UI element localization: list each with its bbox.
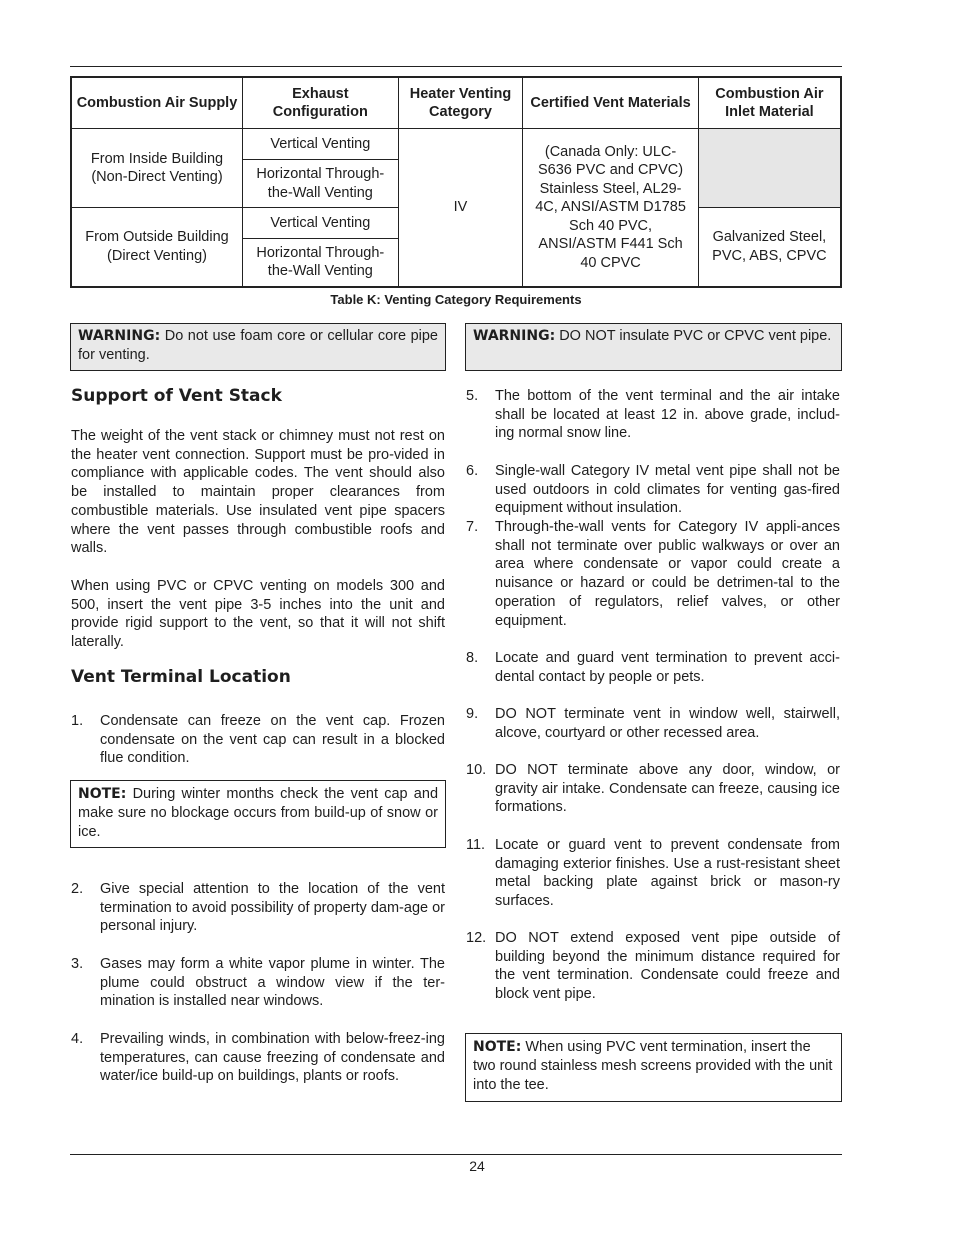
- note-text: During winter months check the vent cap and make sure no blockage occurs from build-up of snow or ice.: [78, 786, 439, 840]
- top-rule: [70, 66, 842, 67]
- item-text: Locate and guard vent termination to prevent acci-dental contact by people or pets.: [495, 650, 840, 685]
- note-text: When using PVC vent termination, insert the two round stainless mesh screens provided with the unit into the tee.: [473, 1039, 833, 1093]
- list-item: [466, 649, 840, 686]
- header-vent-materials: Certified Vent Materials: [523, 77, 698, 129]
- item-number: 12.: [466, 930, 487, 946]
- list-item: [466, 761, 840, 817]
- bottom-rule: [70, 1154, 842, 1155]
- list-item: [466, 518, 840, 630]
- support-paragraph-2: When using PVC or CPVC venting on models 300 and 500, insert the vent pipe 3-5 inches into the unit and provide rigid support to the vent, so that it will not shift laterally.: [71, 578, 445, 651]
- item-text: Condensate can freeze on the vent cap. Frozen condensate on the vent cap can result in a blocked flue condition.: [100, 713, 445, 767]
- item-text: Gases may form a white vapor plume in winter. The plume could obstruct a window view if the ter-mination is installed near windows.: [100, 956, 445, 1010]
- cell-inlet-material: Galvanized Steel, PVC, ABS, CPVC: [698, 208, 841, 287]
- item-text: Single-wall Category IV metal vent pipe shall not be used outdoors in cold climates for venting gas-fired equipment without insulation.: [495, 463, 840, 517]
- cell-horizontal-venting: Horizontal Through-the-Wall Venting: [243, 160, 399, 208]
- list-item: [71, 880, 445, 936]
- venting-category-table: [70, 76, 842, 288]
- cell-vent-materials: (Canada Only: ULC-S636 PVC and CPVC) Stainless Steel, AL29-4C, ANSI/ASTM D1785 Sch 40 PVC, ANSI/ASTM F441 Sch 40 CPVC: [523, 129, 698, 287]
- warning-label: WARNING:: [78, 328, 161, 344]
- item-number: 9.: [466, 706, 479, 722]
- item-text: The bottom of the vent terminal and the air intake shall be located at least 12 in. above grade, includ-ing normal snow line.: [495, 388, 840, 442]
- page-number: 24: [469, 1158, 485, 1174]
- cell-outside-building: From Outside Building (Direct Venting): [71, 208, 243, 287]
- item-number: 2.: [71, 881, 84, 897]
- note-box-right: [465, 1033, 842, 1102]
- cell-category: IV: [398, 129, 523, 287]
- header-venting-category: Heater Venting Category: [398, 77, 523, 129]
- item-number: 3.: [71, 956, 84, 972]
- cell-vertical-venting: Vertical Venting: [243, 208, 399, 239]
- item-text: Prevailing winds, in combination with below-freez-ing temperatures, can cause freezing of condensate and water/ice build-up on buildings, plants or roofs.: [100, 1031, 445, 1085]
- item-text: DO NOT terminate vent in window well, stairwell, alcove, courtyard or other recessed area.: [495, 706, 840, 741]
- list-item: [71, 955, 445, 1011]
- warning-text: DO NOT insulate PVC or CPVC vent pipe.: [559, 328, 832, 344]
- item-number: 1.: [71, 713, 84, 729]
- warning-box-left: [70, 323, 446, 371]
- cell-inside-building: From Inside Building (Non-Direct Venting): [71, 129, 243, 208]
- warning-box-right: [465, 323, 842, 371]
- item-number: 4.: [71, 1031, 84, 1047]
- note-label: NOTE:: [78, 786, 127, 802]
- item-text: Give special attention to the location of the vent termination to avoid possibility of property dam-age or personal injury.: [100, 881, 445, 935]
- list-item: [71, 712, 445, 768]
- list-item: [466, 929, 840, 1004]
- warning-label: WARNING:: [473, 328, 556, 344]
- item-text: Through-the-wall vents for Category IV appli-ances shall not terminate over public walkways or over an area where condensate or vapor could create a nuisance or hazard or could be detrimen-tal to the operation of regulators, relief valves, or other equipment.: [495, 519, 840, 629]
- item-number: 10.: [466, 762, 487, 778]
- cell-horizontal-venting: Horizontal Through-the-Wall Venting: [243, 239, 399, 287]
- item-text: Locate or guard vent to prevent condensate from damaging exterior finishes. Use a rust-resistant sheet metal backing plate against brick or mason-ry surfaces.: [495, 837, 840, 910]
- list-item: [466, 387, 840, 443]
- support-heading: Support of Vent Stack: [71, 386, 282, 406]
- list-item: [466, 836, 840, 911]
- item-text: DO NOT extend exposed vent pipe outside of building beyond the minimum distance required for the vent termination. Condensate could freeze and block vent pipe.: [495, 930, 840, 1003]
- header-combustion-air-supply: Combustion Air Supply: [71, 77, 243, 129]
- item-number: 7.: [466, 519, 479, 535]
- table-row: [71, 129, 841, 160]
- item-number: 11.: [466, 837, 486, 853]
- note-box-left: [70, 780, 446, 848]
- item-number: 8.: [466, 650, 479, 666]
- header-exhaust-configuration: Exhaust Configuration: [243, 77, 399, 129]
- note-label: NOTE:: [473, 1039, 522, 1055]
- warning-text: Do not use foam core or cellular core pipe for venting.: [78, 328, 438, 363]
- item-number: 5.: [466, 388, 479, 404]
- cell-vertical-venting: Vertical Venting: [243, 129, 399, 160]
- terminal-heading: Vent Terminal Location: [71, 667, 291, 687]
- list-item: [466, 462, 840, 518]
- list-item: [71, 1030, 445, 1086]
- table-caption: Table K: Venting Category Requirements: [330, 292, 582, 307]
- header-inlet-material: Combustion Air Inlet Material: [698, 77, 841, 129]
- list-item: [466, 705, 840, 742]
- support-paragraph-1: The weight of the vent stack or chimney must not rest on the heater vent connection. Support must be pro-vided in compliance with applicable codes. The vent should also be installed to maintain proper clearances from combustible materials. Use insulated vent pipe spacers where the vent passes through combustible roofs and walls.: [71, 428, 445, 557]
- item-text: DO NOT terminate above any door, window, or gravity air intake. Condensate can freeze, causing ice formations.: [495, 762, 840, 816]
- item-number: 6.: [466, 463, 479, 479]
- cell-inlet-shaded: [698, 129, 841, 208]
- table-header-row: [71, 77, 841, 129]
